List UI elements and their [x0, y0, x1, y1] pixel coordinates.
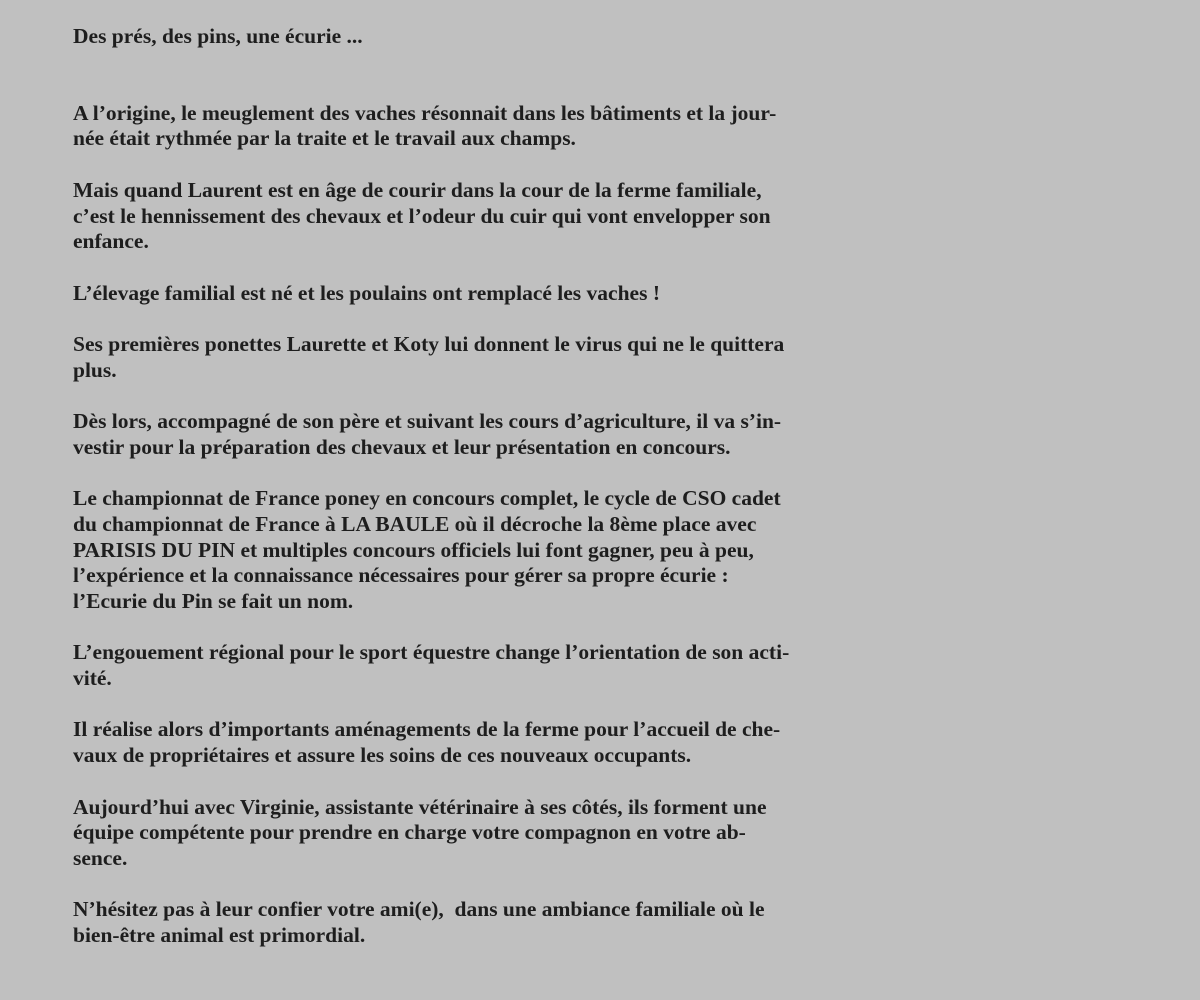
paragraph-competitions — [73, 486, 1173, 615]
text-line: enfance. — [73, 229, 149, 254]
text-line: Dès lors, accompagné de son père et suivant les cours d’agriculture, il va s’in- — [73, 409, 782, 434]
paragraph-origin — [73, 101, 1173, 152]
page-title: Des prés, des pins, une écurie ... — [73, 24, 363, 48]
paragraph-ponies — [73, 332, 1173, 383]
text-line: PARISIS DU PIN et multiples concours officiels lui font gagner, peu à peu, — [73, 537, 754, 562]
text-line: l’Ecurie du Pin se fait un nom. — [73, 588, 354, 613]
paragraph-childhood — [73, 178, 1173, 255]
paragraph-team — [73, 795, 1173, 872]
text-line: L’élevage familial est né et les poulains ont remplacé les vaches ! — [73, 280, 660, 305]
text-line: l’expérience et la connaissance nécessaires pour gérer sa propre écurie : — [73, 563, 729, 588]
text-line: vaux de propriétaires et assure les soins de ces nouveaux occupants. — [73, 743, 692, 768]
text-line: bien-être animal est primordial. — [73, 923, 366, 948]
text-line: Il réalise alors d’importants aménagements de la ferme pour l’accueil de che- — [73, 717, 781, 742]
paragraph-invitation — [73, 897, 1173, 948]
text-line: vestir pour la préparation des chevaux et leur présentation en concours. — [73, 434, 731, 459]
text-line: Le championnat de France poney en concours complet, le cycle de CSO cadet — [73, 486, 781, 511]
text-line: sence. — [73, 845, 128, 870]
text-line: née était rythmée par la traite et le travail aux champs. — [73, 126, 576, 151]
paragraph-facilities — [73, 717, 1173, 768]
text-line: Ses premières ponettes Laurette et Koty lui donnent le virus qui ne le quittera — [73, 331, 785, 356]
paragraph-regional — [73, 640, 1173, 691]
text-line: équipe compétente pour prendre en charge votre compagnon en votre ab- — [73, 820, 746, 845]
text-line: Aujourd’hui avec Virginie, assistante vétérinaire à ses côtés, ils forment une — [73, 794, 767, 819]
text-line: c’est le hennissement des chevaux et l’odeur du cuir qui vont envelopper son — [73, 203, 771, 228]
document-body — [73, 24, 1173, 974]
text-line: vité. — [73, 666, 112, 691]
text-line: A l’origine, le meuglement des vaches résonnait dans les bâtiments et la jour- — [73, 100, 777, 125]
paragraph-training — [73, 409, 1173, 460]
text-line: Mais quand Laurent est en âge de courir dans la cour de la ferme familiale, — [73, 177, 762, 202]
text-line: du championnat de France à LA BAULE où il décroche la 8ème place avec — [73, 511, 757, 536]
text-line: L’engouement régional pour le sport équestre change l’orientation de son acti- — [73, 640, 790, 665]
paragraph-breeding — [73, 281, 1173, 307]
text-line: N’hésitez pas à leur confier votre ami(e), dans une ambiance familiale où le — [73, 897, 765, 922]
text-line: plus. — [73, 357, 117, 382]
